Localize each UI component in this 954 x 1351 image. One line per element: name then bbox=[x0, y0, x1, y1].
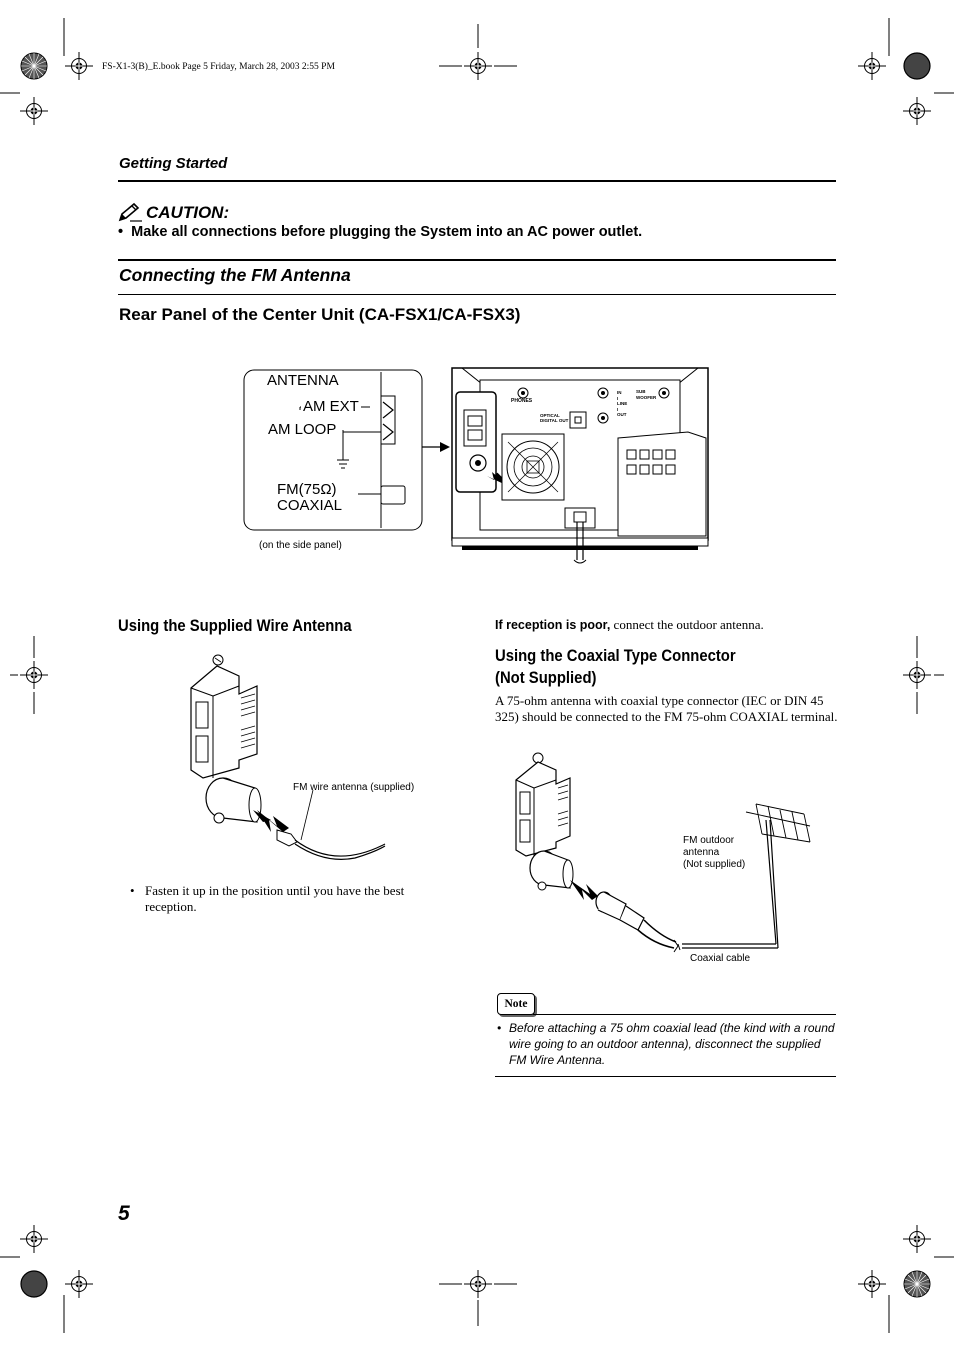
bullet: • bbox=[130, 883, 135, 898]
optical-label bbox=[540, 413, 568, 423]
phones-label: PHONES bbox=[511, 398, 533, 404]
note-item-text: Before attaching a 75 ohm coaxial lead (the kind with a round wire going to an outdoor antenna), disconnect the supplied FM Wire Antenna. bbox=[509, 1021, 835, 1067]
am-ext-label: AM EXT bbox=[303, 398, 359, 415]
fm-antenna-heading: Connecting the FM Antenna bbox=[119, 265, 351, 285]
note-badge: Note bbox=[497, 993, 535, 1015]
caution-title: CAUTION: bbox=[146, 203, 230, 222]
sub-woofer-label bbox=[636, 389, 656, 400]
coaxial-heading bbox=[495, 645, 792, 689]
coaxial-illustration bbox=[510, 748, 820, 958]
line-label: IN I LINE I OUT bbox=[617, 390, 628, 417]
rear-panel-heading: Rear Panel of the Center Unit (CA-FSX1/CA-FSX3) bbox=[119, 305, 521, 324]
coaxial-heading-line2: (Not Supplied) bbox=[495, 669, 597, 687]
antenna-label: ANTENNA bbox=[267, 372, 339, 389]
poor-reception-text: connect the outdoor antenna. bbox=[610, 617, 764, 632]
optical-label-line1: OPTICAL bbox=[540, 413, 560, 418]
header-rule bbox=[118, 180, 836, 182]
wire-bullet bbox=[130, 883, 435, 915]
coaxial-heading-line1: Using the Coaxial Type Connector bbox=[495, 647, 736, 665]
page-number: 5 bbox=[118, 1202, 130, 1225]
fm-heading-top-rule bbox=[118, 259, 836, 261]
caution-pencil-icon bbox=[118, 202, 144, 222]
poor-reception-bold: If reception is poor, bbox=[495, 618, 611, 632]
fm-coaxial-label: COAXIAL bbox=[277, 497, 343, 514]
file-header: FS-X1-3(B)_E.book Page 5 Friday, March 28, 2003 2:55 PM bbox=[102, 62, 335, 72]
note-item bbox=[495, 1020, 835, 1068]
outdoor-antenna-label-line2: antenna bbox=[683, 847, 720, 858]
poor-reception-line bbox=[495, 617, 764, 633]
wire-antenna-caption: FM wire antenna (supplied) bbox=[293, 782, 415, 793]
wire-antenna-heading: Using the Supplied Wire Antenna bbox=[118, 617, 352, 635]
wire-bullet-text: Fasten it up in the position until you have the best reception. bbox=[145, 883, 405, 914]
rear-panel-diagram bbox=[240, 360, 720, 570]
outdoor-antenna-label-line3: (Not supplied) bbox=[683, 859, 746, 870]
outdoor-antenna-label bbox=[683, 835, 745, 871]
caution-item bbox=[118, 224, 642, 240]
am-loop-label: AM LOOP bbox=[268, 421, 337, 438]
fm-75-label: FM(75Ω) bbox=[277, 481, 337, 498]
caution-item-text: Make all connections before plugging the System into an AC power outlet. bbox=[131, 224, 643, 240]
fm-heading-bottom-rule bbox=[118, 294, 836, 295]
bullet: • bbox=[118, 224, 132, 240]
wire-antenna-illustration bbox=[185, 650, 400, 875]
side-panel-caption: (on the side panel) bbox=[259, 540, 342, 551]
bullet: • bbox=[497, 1021, 502, 1035]
note-top-rule bbox=[533, 1014, 836, 1015]
sub-woofer-label-line2: WOOFER bbox=[636, 394, 657, 400]
section-header: Getting Started bbox=[119, 155, 228, 172]
outdoor-antenna-label-line1: FM outdoor bbox=[683, 835, 735, 846]
coaxial-cable-label: Coaxial cable bbox=[690, 953, 751, 964]
optical-label-line2: DIGITAL OUT bbox=[540, 418, 569, 423]
note-bottom-rule bbox=[495, 1076, 836, 1077]
coaxial-body: A 75-ohm antenna with coaxial type connector (IEC or DIN 45 325) should be connected to the FM 75-ohm COAXIAL terminal. bbox=[495, 693, 838, 724]
sub-woofer-label-line1: SUB bbox=[636, 389, 646, 394]
